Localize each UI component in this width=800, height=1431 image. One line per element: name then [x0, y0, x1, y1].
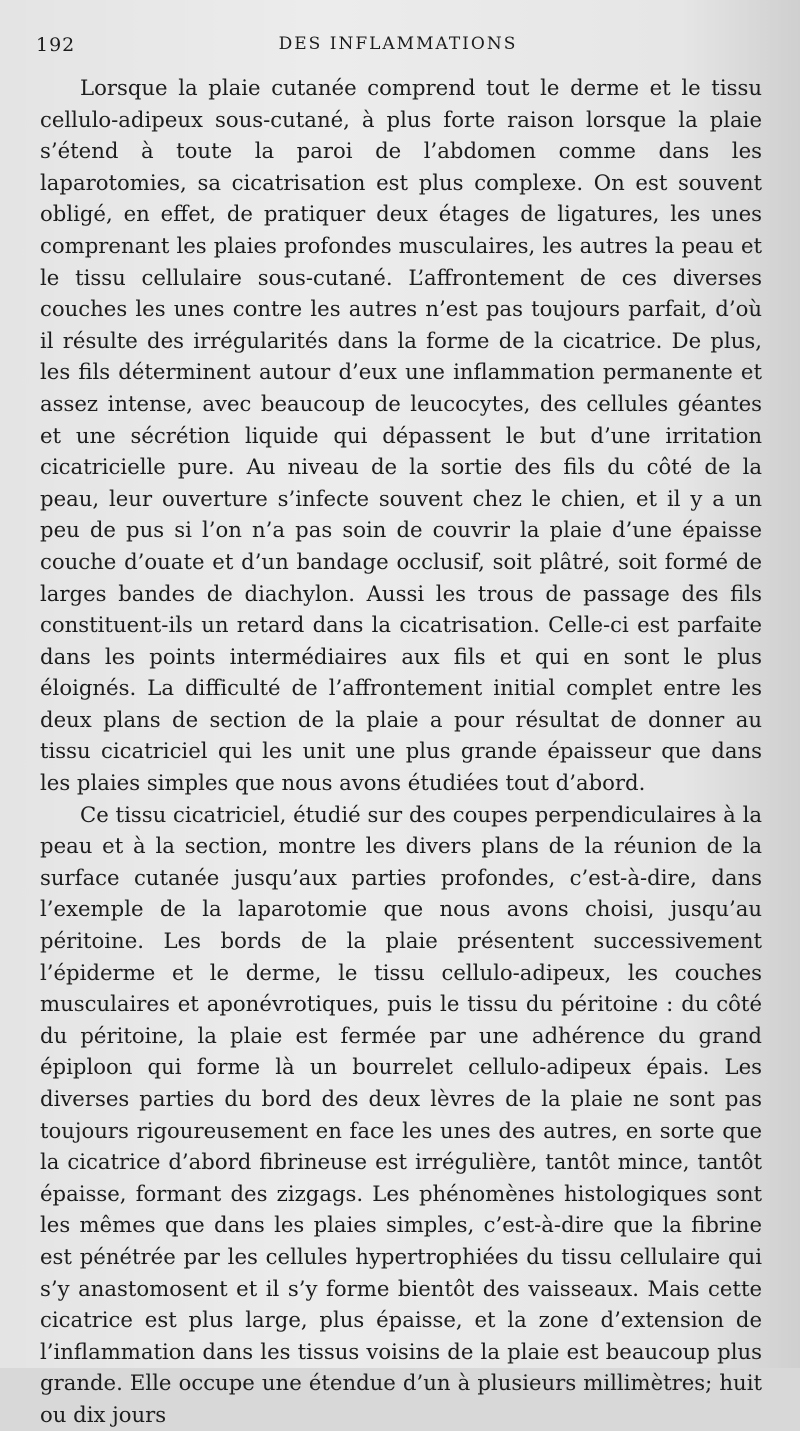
paragraph-1: Lorsque la plaie cutanée comprend tout le derme et le tissu cellulo-adipeux sous-cutané, à plus forte raison lorsque la plaie s’étend à toute la paroi de l’abdomen comme dans les laparotomies, sa cicatrisation est plus complexe. On est souvent obligé, en effet, de pratiquer deux étages de ligatures, les unes comprenant les plaies profondes musculaires, les autres la peau et le tissu cellulaire sous-cutané. L’affrontement de ces diverses couches les unes contre les autres n’est pas toujours parfait, d’où il résulte des irrégularités dans la forme de la cicatrice. De plus, les fils déterminent autour d’eux une inflammation permanente et assez intense, avec beaucoup de leucocytes, des cellules géantes et une sécrétion liquide qui dépassent le but d’une irritation cicatricielle pure. Au niveau de la sortie des fils du côté de la peau, leur ouverture s’infecte souvent chez le chien, et il y a un peu de pus si l’on n’a pas soin de couvrir la plaie d’une épaisse couche d’ouate et d’un bandage occlusif, soit plâtré, soit formé de larges bandes de diachylon. Aussi les trous de passage des fils constituent-ils un retard dans la cicatrisation. Celle-ci est parfaite dans les points intermédiaires aux fils et qui en sont le plus éloignés. La difficulté de l’affrontement initial complet entre les deux plans de section de la plaie a pour résultat de donner au tissu cicatriciel qui les unit une plus grande épaisseur que dans les plaies simples que nous avons étudiées tout d’abord.: [40, 75, 762, 796]
running-title: DES INFLAMMATIONS: [278, 34, 518, 54]
page-header: [36, 30, 760, 58]
page-number: 192: [36, 34, 76, 56]
body-text: [40, 72, 762, 1431]
paragraph-2: Ce tissu cicatriciel, étudié sur des coupes perpendiculaires à la peau et à la section, montre les divers plans de la réunion de la surface cutanée jusqu’aux parties profondes, c’est-à-dire, dans l’exemple de la laparotomie que nous avons choisi, jusqu’au péritoine. Les bords de la plaie présentent successivement l’épiderme et le derme, le tissu cellulo-adipeux, les couches musculaires et aponévrotiques, puis le tissu du péritoine : du côté du péritoine, la plaie est fermée par une adhérence du grand épiploon qui forme là un bourrelet cellulo-adipeux épais. Les diverses parties du bord des deux lèvres de la plaie ne sont pas toujours rigoureusement en face les unes des autres, en sorte que la cicatrice d’abord fibrineuse est irrégulière, tantôt mince, tantôt épaisse, formant des zizgags. Les phénomènes histologiques sont les mêmes que dans les plaies simples, c’est-à-dire que la fibrine est pénétrée par les cellules hypertrophiées du tissu cellulaire qui s’y anastomosent et il s’y forme bientôt des vaisseaux. Mais cette cicatrice est plus large, plus épaisse, et la zone d’extension de l’inflammation dans les tissus voisins de la plaie est beaucoup plus grande. Elle occupe une étendue d’un à plusieurs millimètres; huit ou dix jours: [40, 801, 762, 1427]
